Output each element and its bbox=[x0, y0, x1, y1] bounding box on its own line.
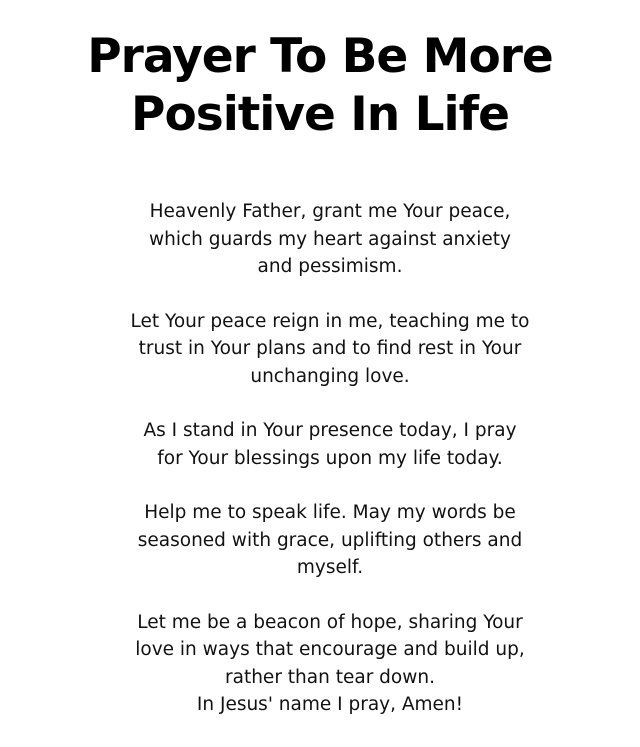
prayer-paragraph-1 bbox=[100, 198, 560, 281]
prayer-line: Heavenly Father, grant me Your peace, bbox=[149, 201, 511, 222]
prayer-line: and pessimism. bbox=[257, 256, 403, 277]
prayer-line: for Your blessings upon my life today. bbox=[157, 447, 503, 469]
prayer-line: trust in Your plans and to find rest in Your bbox=[138, 338, 522, 359]
prayer-line: As I stand in Your presence today, I pray bbox=[143, 420, 517, 441]
title-line-1: Prayer To Be More bbox=[87, 29, 553, 84]
prayer-paragraph-3 bbox=[100, 417, 560, 472]
prayer-line: rather than tear down. bbox=[225, 666, 435, 688]
prayer-paragraph-2 bbox=[100, 308, 560, 391]
prayer-line: myself. bbox=[296, 557, 364, 578]
prayer-line: Help me to speak life. May my words be bbox=[144, 502, 516, 523]
prayer-line: which guards my heart against anxiety bbox=[149, 228, 511, 250]
prayer-paragraph-5 bbox=[100, 609, 560, 719]
prayer-line: unchanging love. bbox=[250, 365, 410, 387]
prayer-body bbox=[100, 198, 560, 719]
prayer-line: love in ways that encourage and build up, bbox=[135, 639, 525, 660]
prayer-closing-line: In Jesus' name I pray, Amen! bbox=[196, 694, 464, 715]
page-title bbox=[0, 28, 640, 144]
prayer-line: seasoned with grace, uplifting others and bbox=[137, 529, 523, 551]
prayer-paragraph-4 bbox=[100, 499, 560, 582]
title-line-2: Positive In Life bbox=[131, 87, 509, 142]
prayer-line: Let Your peace reign in me, teaching me to bbox=[130, 310, 530, 332]
prayer-line: Let me be a beacon of hope, sharing Your bbox=[137, 611, 523, 633]
